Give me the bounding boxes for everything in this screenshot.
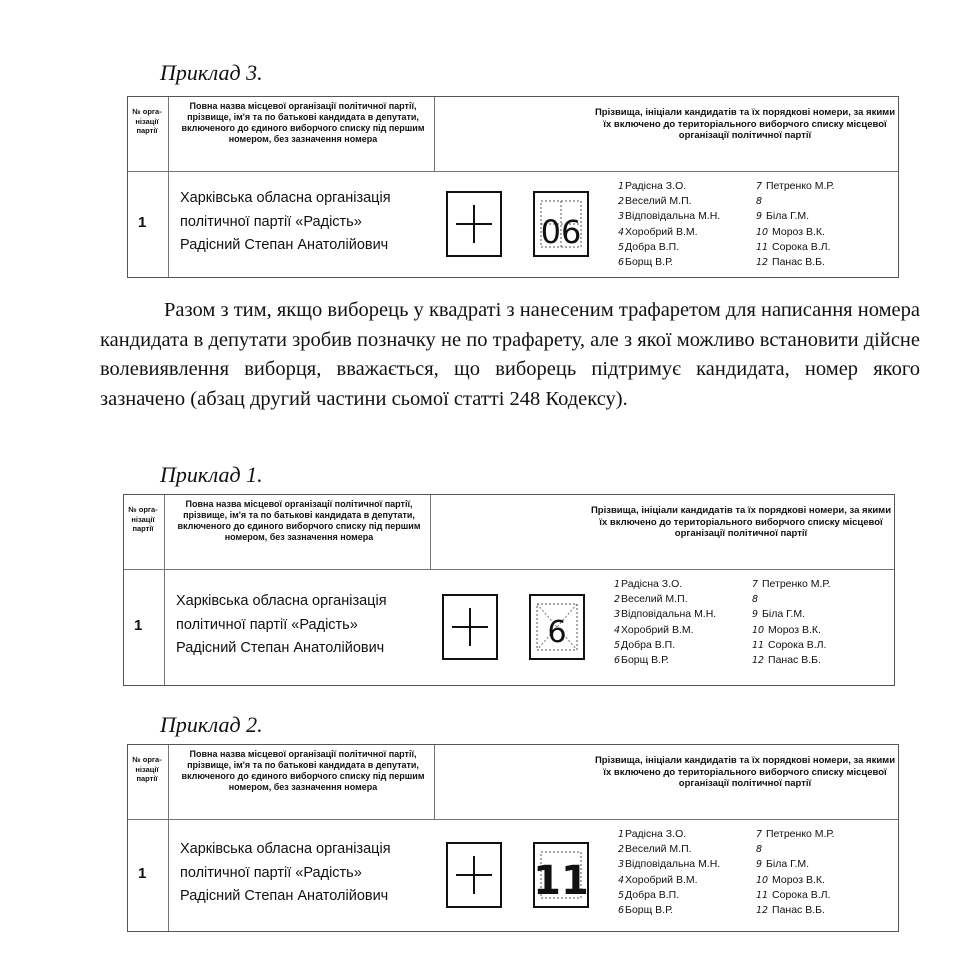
candidate-item: 12 Панас В.Б. [756, 904, 825, 917]
candidate-number-box[interactable] [533, 191, 589, 257]
handwritten-mark [535, 193, 587, 255]
candidate-item: 3Відповідальна М.Н. [614, 608, 717, 621]
candidate-item: 10 Мороз В.К. [756, 873, 825, 886]
candidate-item: 6Борщ В.Р. [614, 654, 670, 667]
candidate-item: 10 Мороз В.К. [752, 623, 821, 636]
header-number: № орга-нізації партії [132, 755, 162, 783]
caption-example-1: Приклад 1. [160, 462, 263, 487]
candidate-item: 1Радісна З.О. [618, 828, 687, 840]
candidate-item: 3Відповідальна М.Н. [618, 858, 721, 871]
candidate-item: 2Веселий М.П. [614, 593, 688, 606]
svg-text:11: 11 [535, 858, 587, 904]
party-vote-box[interactable] [446, 191, 502, 257]
header-number: № орга-нізації партії [132, 107, 162, 135]
candidate-list-right [756, 827, 834, 918]
candidate-item: 8 [756, 844, 763, 856]
candidate-item: 2Веселий М.П. [618, 843, 692, 856]
candidate-item: 9 Біла Г.М. [752, 608, 806, 621]
candidate-item: 7 Петренко М.Р. [756, 828, 835, 840]
candidate-list-right [752, 577, 830, 668]
candidate-list-left [614, 577, 716, 668]
header-party-name: Повна назва місцевої організації політичної партії, прізвище, ім'я та по батькові кандидата в депутати, включеного до єдиного виборчого списку під першим номером, без зазначення номера [181, 749, 425, 792]
party-vote-box[interactable] [446, 842, 502, 908]
column-divider [168, 745, 169, 931]
ballot-example-1 [123, 494, 895, 686]
org-line-1: Харківська обласна організація [180, 841, 391, 857]
candidate-item: 2Веселий М.П. [618, 195, 692, 208]
header-candidates: Прізвища, ініціали кандидатів та їх порядкові номери, за якими їх включено до територіального виборчого списку місцевої організації політичної партії [594, 107, 896, 141]
column-divider [168, 97, 169, 277]
handwritten-mark [535, 844, 587, 906]
candidate-item: 9 Біла Г.М. [756, 210, 810, 223]
party-number: 1 [138, 214, 147, 231]
candidate-item: 6Борщ В.Р. [618, 904, 674, 917]
svg-text:6: 6 [547, 615, 567, 650]
column-divider [434, 745, 435, 819]
candidate-item: 7 Петренко М.Р. [752, 578, 831, 590]
header-party-name: Повна назва місцевої організації політичної партії, прізвище, ім'я та по батькові кандидата в депутати, включеного до єдиного виборчого списку під першим номером, без зазначення номера [181, 101, 425, 144]
header-party-name: Повна назва місцевої організації політичної партії, прізвище, ім'я та по батькові кандидата в депутати, включеного до єдиного виборчого списку під першим номером, без зазначення номера [177, 499, 421, 542]
header-number: № орга-нізації партії [128, 505, 158, 533]
candidate-item: 8 [752, 594, 759, 606]
org-line-2: політичної партії «Радість» [180, 864, 362, 881]
candidate-item: 8 [756, 196, 763, 208]
candidate-item: 5Добра В.П. [614, 638, 676, 651]
candidate-item: 1Радісна З.О. [618, 180, 687, 192]
header-candidates: Прізвища, ініціали кандидатів та їх порядкові номери, за якими їх включено до територіального виборчого списку місцевої організації політичної партії [590, 505, 892, 539]
candidate-item: 9 Біла Г.М. [756, 858, 810, 871]
column-divider [434, 97, 435, 171]
caption-example-3: Приклад 3. [160, 60, 263, 85]
candidate-list-left [618, 827, 720, 918]
candidate-item: 12 Панас В.Б. [752, 654, 821, 667]
body-paragraph: Разом з тим, якщо виборець у квадраті з нанесеним трафаретом для написання номера кандидата в депутати зробив позначку не по трафарету, але з якої можливо встановити дійсне волевиявлення виборця, вважається, що виборець підтримує кандидата, номер якого зазначено (абзац другий частини сьомої статті 248 Кодексу). [100, 299, 920, 410]
caption-example-2: Приклад 2. [160, 712, 263, 737]
candidate-item: 11 Сорока В.Л. [752, 638, 827, 651]
plus-icon [444, 596, 496, 658]
plus-icon [448, 844, 500, 906]
org-line-2: політичної партії «Радість» [176, 616, 358, 633]
party-organization [176, 590, 387, 661]
candidate-item: 5Добра В.П. [618, 888, 680, 901]
candidate-item: 11 Сорока В.Л. [756, 888, 831, 901]
svg-text:06: 06 [540, 213, 582, 251]
org-line-3: Радісний Степан Анатолійович [176, 640, 385, 656]
ballot-example-2 [127, 744, 899, 932]
candidate-list-right [756, 179, 834, 270]
candidate-number-box[interactable] [533, 842, 589, 908]
column-divider [430, 495, 431, 569]
candidate-item: 4Хоробрий В.М. [614, 623, 694, 636]
candidate-list-left [618, 179, 720, 270]
candidate-item: 10 Мороз В.К. [756, 225, 825, 238]
party-number: 1 [134, 617, 143, 634]
row-divider [128, 819, 898, 820]
column-divider [164, 495, 165, 685]
org-line-1: Харківська обласна організація [180, 190, 391, 206]
candidate-item: 11 Сорока В.Л. [756, 240, 831, 253]
header-candidates: Прізвища, ініціали кандидатів та їх порядкові номери, за якими їх включено до територіального виборчого списку місцевої організації політичної партії [594, 755, 896, 789]
org-line-2: політичної партії «Радість» [180, 213, 362, 230]
candidate-item: 4Хоробрий В.М. [618, 873, 698, 886]
candidate-number-box[interactable] [529, 594, 585, 660]
party-vote-box[interactable] [442, 594, 498, 660]
candidate-item: 7 Петренко М.Р. [756, 180, 835, 192]
handwritten-mark [531, 596, 583, 658]
candidate-item: 5Добра В.П. [618, 240, 680, 253]
candidate-item: 3Відповідальна М.Н. [618, 210, 721, 223]
candidate-item: 6Борщ В.Р. [618, 256, 674, 269]
candidate-item: 12 Панас В.Б. [756, 256, 825, 269]
org-line-1: Харківська обласна організація [176, 593, 387, 609]
party-number: 1 [138, 865, 147, 882]
ballot-example-3 [127, 96, 899, 278]
row-divider [124, 569, 894, 570]
plus-icon [448, 193, 500, 255]
org-line-3: Радісний Степан Анатолійович [180, 237, 389, 253]
row-divider [128, 171, 898, 172]
party-organization [180, 187, 391, 258]
org-line-3: Радісний Степан Анатолійович [180, 888, 389, 904]
party-organization [180, 838, 391, 909]
candidate-item: 4Хоробрий В.М. [618, 225, 698, 238]
candidate-item: 1Радісна З.О. [614, 578, 683, 590]
